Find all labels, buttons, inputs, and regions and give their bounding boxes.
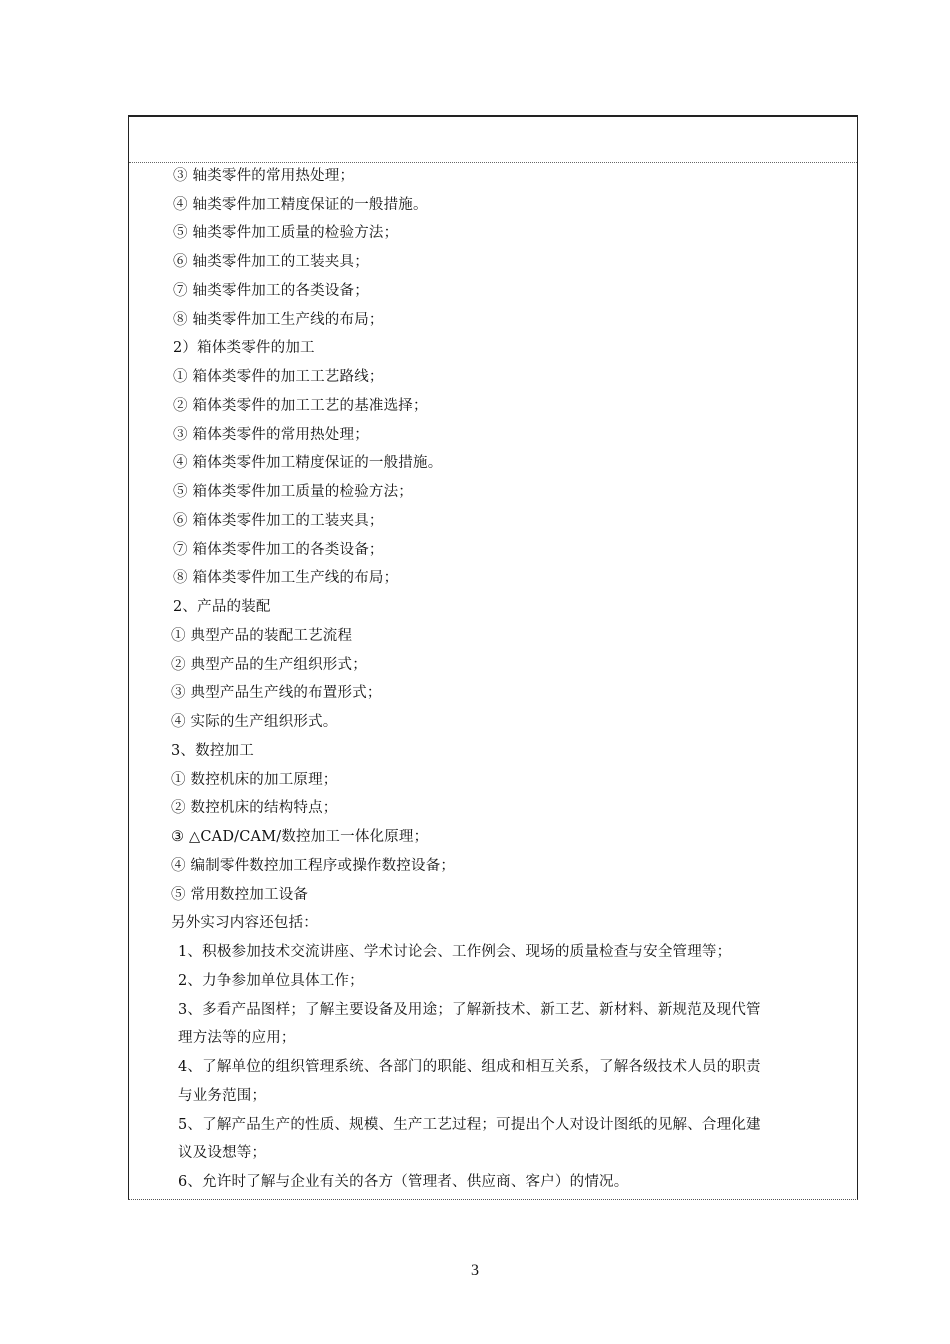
text-line: 5、了解产品生产的性质、规模、生产工艺过程；可提出个人对设计图纸的见解、合理化建 <box>178 1117 761 1133</box>
text-line: ③ △CAD/CAM/数控加工一体化原理； <box>171 829 429 845</box>
text-line: ③ 典型产品生产线的布置形式； <box>171 685 382 701</box>
text-line: ⑦ 轴类零件加工的各类设备； <box>173 283 369 299</box>
table-header-row <box>129 117 857 163</box>
text-line: ① 典型产品的装配工艺流程 <box>171 628 353 644</box>
text-line: ① 箱体类零件的加工工艺路线； <box>173 369 384 385</box>
text-line: 1、积极参加技术交流讲座、学术讨论会、工作例会、现场的质量检查与安全管理等； <box>178 944 732 960</box>
text-line: ⑤ 箱体类零件加工质量的检验方法； <box>173 484 414 500</box>
text-line: ② 典型产品的生产组织形式； <box>171 657 367 673</box>
text-line: ④ 箱体类零件加工精度保证的一般措施。 <box>173 455 443 471</box>
text-line: ⑥ 箱体类零件加工的工装夹具； <box>173 513 384 529</box>
text-line: 6、允许时了解与企业有关的各方（管理者、供应商、客户）的情况。 <box>178 1174 629 1190</box>
text-line: ⑧ 轴类零件加工生产线的布局； <box>173 312 384 328</box>
text-line: ④ 轴类零件加工精度保证的一般措施。 <box>173 197 428 213</box>
text-line: ③ 轴类零件的常用热处理； <box>173 168 355 184</box>
page-number: 3 <box>471 1262 479 1279</box>
text-line: ② 箱体类零件的加工工艺的基准选择； <box>173 398 428 414</box>
text-line: ① 数控机床的加工原理； <box>171 772 338 788</box>
text-line: ⑥ 轴类零件加工的工装夹具； <box>173 254 369 270</box>
text-line: ③ 箱体类零件的常用热处理； <box>173 427 369 443</box>
text-line: ⑧ 箱体类零件加工生产线的布局； <box>173 570 399 586</box>
text-line: 2）箱体类零件的加工 <box>173 340 315 356</box>
text-line: 2、力争参加单位具体工作； <box>178 973 364 989</box>
text-line: 理方法等的应用； <box>178 1030 296 1046</box>
text-line: 3、数控加工 <box>171 743 254 759</box>
text-line: ⑤ 常用数控加工设备 <box>171 887 309 903</box>
text-line: ⑤ 轴类零件加工质量的检验方法； <box>173 225 399 241</box>
text-line: 3、多看产品图样；了解主要设备及用途；了解新技术、新工艺、新材料、新规范及现代管 <box>178 1002 761 1018</box>
text-line: 议及设想等； <box>178 1145 267 1161</box>
table-content-cell <box>129 163 857 1199</box>
text-line: ④ 编制零件数控加工程序或操作数控设备； <box>171 858 456 874</box>
text-line: ④ 实际的生产组织形式。 <box>171 714 338 730</box>
content-table <box>128 115 858 1200</box>
text-line: 另外实习内容还包括： <box>171 915 318 931</box>
text-line: ② 数控机床的结构特点； <box>171 800 338 816</box>
text-line: 4、了解单位的组织管理系统、各部门的职能、组成和相互关系，了解各级技术人员的职责 <box>178 1059 761 1075</box>
text-line: 与业务范围； <box>178 1088 267 1104</box>
text-line: ⑦ 箱体类零件加工的各类设备； <box>173 542 384 558</box>
text-line: 2、产品的装配 <box>173 599 271 615</box>
